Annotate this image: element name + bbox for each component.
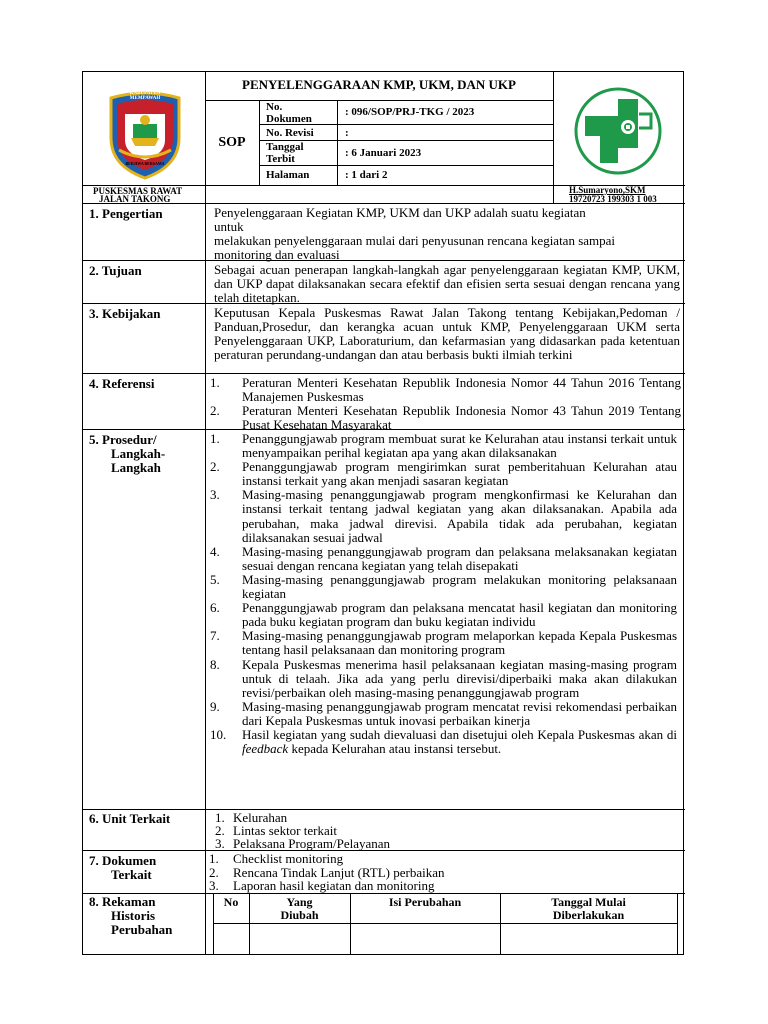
list-item <box>210 404 681 432</box>
list-item <box>210 573 677 601</box>
list-item <box>209 879 675 893</box>
list-item-number: 1. <box>209 851 219 866</box>
list-item-text: Masing-masing penanggungjawab program melaporkan kepada Kepala Puskesmas tentang hasil pelaksanaan dan monitoring program <box>242 628 677 658</box>
pengertian-text <box>214 206 680 262</box>
kebijakan-text: Keputusan Kepala Puskesmas Rawat Jalan Takong tentang Kebijakan,Pedoman / Panduan,Prosedur, dan kerangka acuan untuk KMP, Penyelenggaraan UKM serta Penyelenggaraan UKP, Laboraturium, dan kefarmasian yang didasarkan pada ketentuan peraturan perundang-undangan dan atau berbasis bukti ilmiah terkini <box>214 305 680 362</box>
body-column-divider <box>205 203 206 955</box>
emblem-text: KABUPATEN MEMPAWAH <box>129 91 161 101</box>
list-item-text: kepada Kelurahan atau instansi tersebut. <box>288 741 502 757</box>
table-header-no: No <box>223 895 239 909</box>
list-item-text: Masing-masing penanggungjawab program melakukan monitoring pelaksanaan kegiatan <box>242 571 677 602</box>
list-item-number: 6. <box>210 600 220 616</box>
list-item-number: 2. <box>210 459 220 475</box>
label-line: 7. Dokumen <box>89 853 157 868</box>
org-name-line1: PUSKESMAS RAWAT <box>93 186 183 196</box>
list-item-text: Rencana Tindak Lanjut (RTL) perbaikan <box>233 864 445 880</box>
list-item-number: 3. <box>215 836 225 851</box>
list-item-text: Laporan hasil kegiatan dan monitoring <box>233 878 435 893</box>
list-item-text: Checklist monitoring <box>233 851 344 866</box>
field-row-divider <box>259 165 553 166</box>
table-border <box>213 923 678 924</box>
list-item-text: Lintas sektor terkait <box>233 823 337 838</box>
list-item <box>210 460 677 488</box>
table-border <box>677 894 678 955</box>
list-item-number: 7. <box>210 628 220 644</box>
list-item <box>209 852 675 866</box>
tujuan-text: Sebagai acuan penerapan langkah-langkah agar penyelenggaraan kegiatan KMP, UKM, dan UKP dapat dilaksanakan secara efektif dan efisien serta sesuai dengan rencana yang telah ditetapkan. <box>214 262 680 305</box>
header-line: Tanggal Mulai <box>551 895 626 909</box>
section-divider <box>83 809 685 810</box>
list-item-text: Kepala Puskesmas menerima hasil pelaksanaan kegiatan masing-masing program untuk di telaah. Jika ada yang perlu direvisi/diperbaiki maka akan dilakukan revisi/perbaikan oleh masing-masing penanggungjawab program <box>242 656 677 700</box>
section-label-dokumen-terkait <box>89 854 156 882</box>
section-label-referensi: 4. Referensi <box>89 376 155 391</box>
table-header-isi-perubahan: Isi Perubahan <box>388 895 462 909</box>
emblem-subtext: BERJIWA BERSAMA <box>125 161 165 166</box>
list-item-number: 1. <box>210 375 220 390</box>
list-item <box>210 601 677 629</box>
kabupaten-emblem-logo <box>105 90 185 180</box>
list-item-number: 3. <box>210 487 220 503</box>
list-item-number: 8. <box>210 656 220 672</box>
list-item <box>215 837 675 850</box>
signer-nip: 19720723 199303 1 003 <box>569 194 657 204</box>
field-value-no-dokumen: : 096/SOP/PRJ-TKG / 2023 <box>345 106 475 118</box>
list-item-text: Hasil kegiatan yang sudah dievaluasi dan disetujui oleh Kepala Puskesmas akan di <box>242 726 677 742</box>
list-item <box>210 376 681 404</box>
field-label-no-revisi: No. Revisi <box>266 127 314 139</box>
list-item <box>210 658 677 700</box>
pengertian-line: untuk <box>214 219 244 234</box>
referensi-list <box>210 376 681 432</box>
pengertian-line: monitoring dan evaluasi <box>214 247 340 262</box>
field-value-no-revisi: : <box>345 127 349 139</box>
dokumen-terkait-list <box>209 852 675 893</box>
field-divider <box>337 100 338 185</box>
list-item <box>210 545 677 573</box>
list-item-number: 2. <box>210 403 220 418</box>
list-item-text: Peraturan Menteri Kesehatan Republik Indonesia Nomor 43 Tahun 2019 Tentang Pusat Kesehatan Masyarakat <box>242 403 681 432</box>
section-label-kebijakan: 3. Kebijakan <box>89 306 161 321</box>
list-item-text: Penanggungjawab program mengirimkan surat pemberitahuan Kelurahan atau instansi terkait yang akan menjadi sasaran kegiatan <box>242 459 677 489</box>
document-title: PENYELENGGARAAN KMP, UKM, DAN UKP <box>242 77 516 92</box>
list-item <box>210 728 677 756</box>
list-item-number: 5. <box>210 571 220 587</box>
list-item-text: Kelurahan <box>233 810 288 825</box>
list-item-number: 1. <box>215 810 225 825</box>
list-item-number: 9. <box>210 698 220 714</box>
title-divider <box>205 100 553 101</box>
header-line: Diberlakukan <box>552 908 625 922</box>
field-value-halaman: : 1 dari 2 <box>345 169 388 181</box>
field-value-tanggal-terbit: : 6 Januari 2023 <box>345 147 422 159</box>
list-item-number: 2. <box>209 864 219 880</box>
list-item-number: 2. <box>215 823 225 838</box>
prosedur-list <box>210 432 677 756</box>
list-item <box>209 866 675 880</box>
header-line: Diubah <box>280 908 319 922</box>
puskesmas-logo <box>573 86 663 176</box>
list-item <box>210 432 677 460</box>
section-label-rekaman <box>89 895 172 937</box>
label-line: Perubahan <box>111 922 173 937</box>
label-line: Langkah <box>111 460 161 475</box>
list-item-italic-text: feedback <box>242 741 289 757</box>
table-header-yang-diubah <box>249 896 350 922</box>
signer-name: H.Sumaryono,SKM <box>569 185 646 195</box>
section-label-prosedur <box>89 433 165 475</box>
field-label-tanggal-terbit: Tanggal Terbit <box>266 141 304 165</box>
list-item-number: 3. <box>209 878 219 893</box>
list-item-text: Masing-masing penanggungjawab program mencatat revisi rekomendasi perbaikan dari Kepala Puskesmas untuk inovasi perbaikan kinerja <box>242 698 677 728</box>
list-item-text: Pelaksana Program/Pelayanan <box>233 836 391 851</box>
field-label-halaman: Halaman <box>266 169 310 181</box>
section-divider <box>83 373 685 374</box>
list-item-text: Peraturan Menteri Kesehatan Republik Indonesia Nomor 44 Tahun 2016 Tentang Manajemen Puskesmas <box>242 375 681 404</box>
section-label-unit-terkait: 6. Unit Terkait <box>89 811 171 826</box>
pengertian-line: Penyelenggaraan Kegiatan KMP, UKM dan UKP adalah suatu kegiatan <box>214 205 586 220</box>
label-line: Terkait <box>111 867 152 882</box>
sop-document <box>82 71 684 955</box>
sop-divider <box>259 100 260 185</box>
list-item <box>210 488 677 544</box>
sop-label: SOP <box>218 135 246 150</box>
list-item <box>210 700 677 728</box>
header-line: Yang <box>286 895 313 909</box>
label-line: 5. Prosedur/ <box>89 432 157 447</box>
field-label-no-dokumen: No. Dokumen <box>266 101 312 125</box>
org-name-line2: JALAN TAKONG <box>99 194 171 204</box>
pengertian-line: melakukan penyelenggaraan mulai dari penyusunan rencana kegiatan sampai <box>214 233 616 248</box>
list-item-text: Penanggungjawab program membuat surat ke Kelurahan atau instansi terkait untuk menyampaikan perihal kegiatan apa yang akan dilaksanakan <box>242 431 677 461</box>
table-header-tanggal <box>500 896 677 922</box>
list-item-text: Penanggungjawab program dan pelaksana mencatat hasil kegiatan dan monitoring pada buku kegiatan program dan buku kegiatan individu <box>242 600 677 630</box>
list-item-number: 1. <box>210 431 220 446</box>
history-table <box>213 894 678 955</box>
label-line: Historis <box>111 908 156 923</box>
list-item <box>210 629 677 657</box>
header-divider <box>553 72 554 203</box>
list-item-number: 4. <box>210 543 220 559</box>
section-label-pengertian: 1. Pengertian <box>89 206 163 221</box>
list-item-number: 10. <box>210 726 227 742</box>
list-item-text: Masing-masing penanggungjawab program dan pelaksana melaksanakan kegiatan sesuai dengan rencana kegiatan yang telah disepakati <box>242 543 677 573</box>
unit-terkait-list <box>215 811 675 850</box>
list-item-text: Masing-masing penanggungjawab program mengkonfirmasi ke Kelurahan dan instansi terkait tentang jadwal kegiatan yang akan dilaksanakan. Apabila ada perubahan, maka jadwal direvisi. Apabila tidak ada perubahan, kegiatan dilaksanakan sesuai jadwal <box>242 487 677 545</box>
label-line: 8. Rekaman <box>89 894 156 909</box>
section-label-tujuan: 2. Tujuan <box>89 263 142 278</box>
label-line: Langkah- <box>111 446 166 461</box>
